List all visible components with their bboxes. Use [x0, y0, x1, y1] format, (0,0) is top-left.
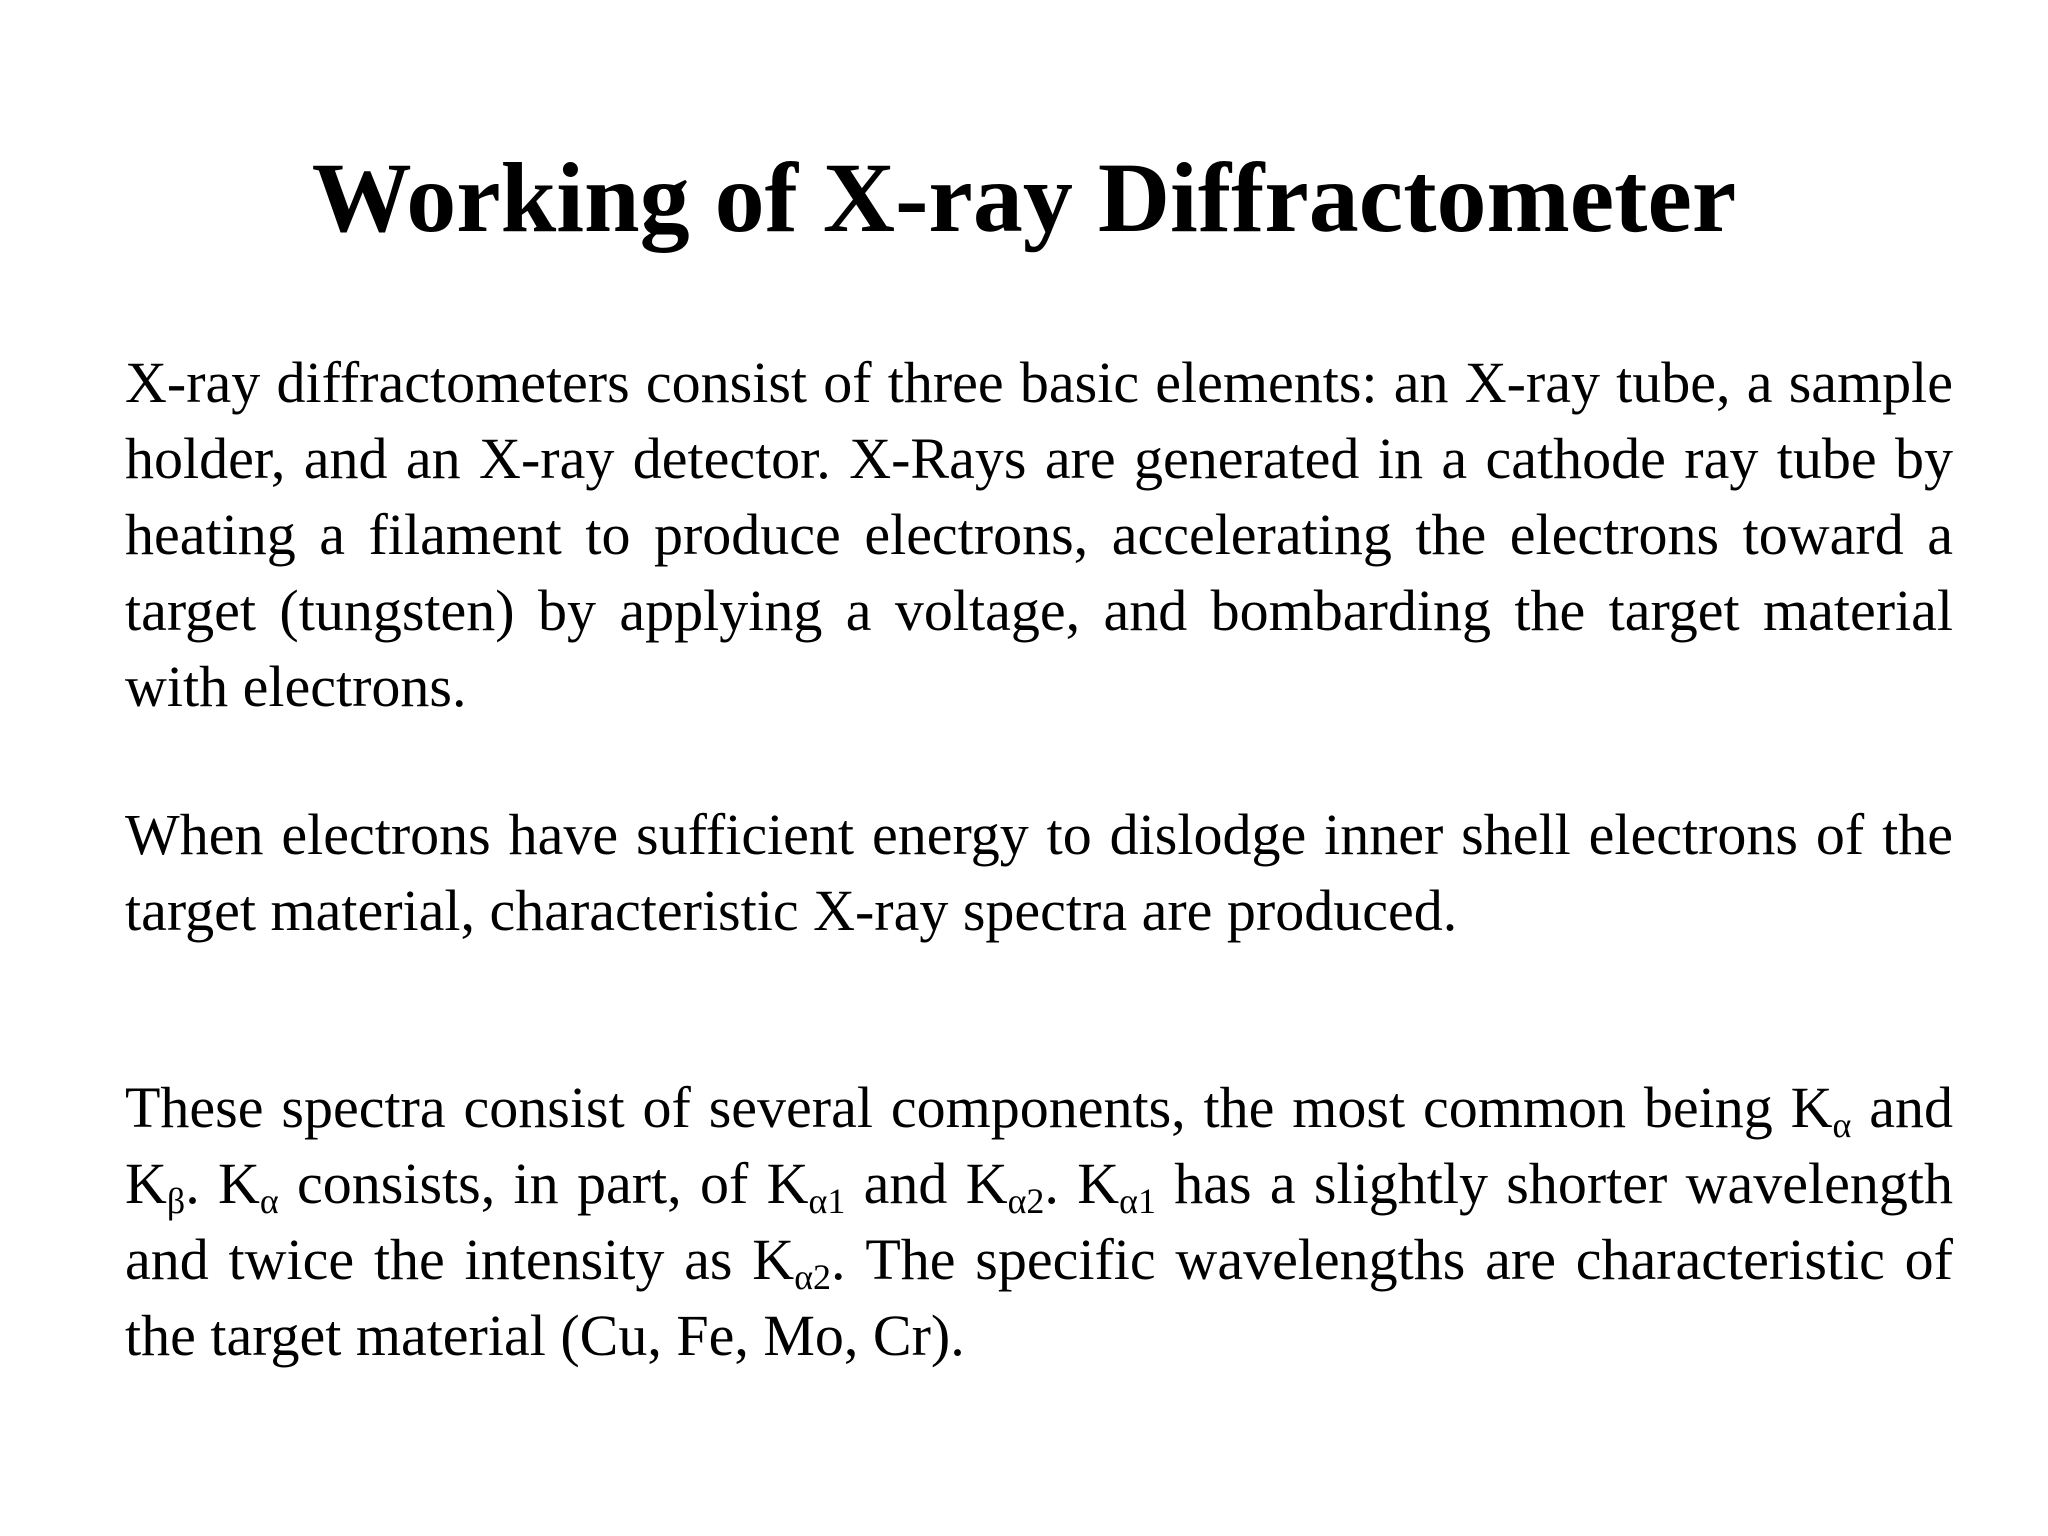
slide-title: Working of X-ray Diffractometer: [311, 142, 1737, 253]
paragraph-spectra-components: [125, 1070, 1953, 1374]
k-symbol: K: [1790, 1075, 1833, 1140]
paragraph-characteristic-spectra: When electrons have sufficient energy to dislodge inner shell electrons of the target material, characteristic X-ray spectra are produced.: [125, 802, 1953, 943]
subscript-alpha1: α1: [1119, 1181, 1156, 1222]
k-symbol: K: [752, 1227, 795, 1292]
text-span: .: [185, 1151, 218, 1216]
subscript-alpha2: α2: [794, 1257, 832, 1298]
k-symbol: K: [965, 1151, 1008, 1216]
subscript-alpha1: α1: [808, 1181, 846, 1222]
subscript-alpha: α: [1832, 1105, 1852, 1146]
text-span: consists, in part, of: [278, 1151, 767, 1216]
text-span: These spectra consist of several components, the most common being: [125, 1075, 1791, 1140]
paragraph-xrd-components: X-ray diffractometers consist of three basic elements: an X-ray tube, a sample holder, and an X-ray detector. X-Rays are generated in a cathode ray tube by heating a filament to produce electrons, accelerating the electrons toward a target (tungsten) by applying a voltage, and bombarding the target material with electrons.: [125, 350, 1953, 719]
k-symbol: K: [766, 1151, 809, 1216]
text-span: has a slightly shorter wavelength and twice the intensity as: [125, 1151, 1953, 1292]
text-span: and: [845, 1151, 966, 1216]
k-symbol: K: [125, 1151, 167, 1216]
subscript-alpha: α: [259, 1181, 279, 1222]
text-span: .: [1044, 1151, 1078, 1216]
subscript-beta: β: [166, 1181, 186, 1222]
subscript-alpha2: α2: [1007, 1181, 1045, 1222]
text-span: and: [1851, 1075, 1953, 1140]
k-symbol: K: [218, 1151, 260, 1216]
text-span: . The specific wavelengths are characteristic of the target material (Cu, Fe, Mo, Cr).: [125, 1227, 1953, 1368]
k-symbol: K: [1077, 1151, 1120, 1216]
